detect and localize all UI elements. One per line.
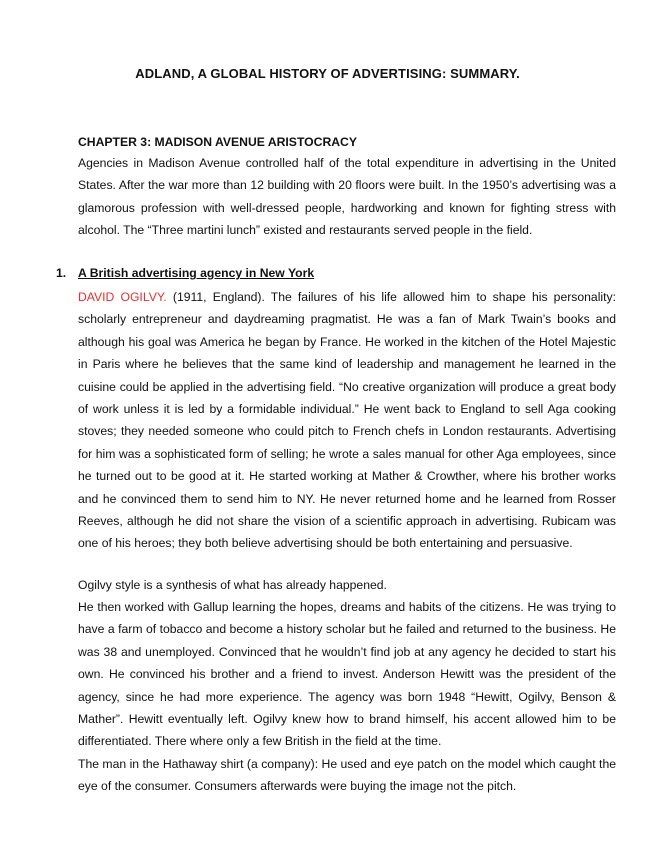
section-number: 1. (56, 266, 67, 280)
section-title: A British advertising agency in New York (78, 266, 315, 280)
chapter-heading: CHAPTER 3: MADISON AVENUE ARISTOCRACY (78, 135, 357, 149)
intro-paragraph: Agencies in Madison Avenue controlled half of the total expenditure in advertising in the United States. After the war more than 12 building with 20 floors were built. In the 1950’s advertising was a glamorous profession with well-dressed people, hardworking and known for fighting stress with alcohol. The “Three martini lunch” existed and restaurants served people in the field. (78, 156, 616, 238)
document-title: ADLAND, A GLOBAL HISTORY OF ADVERTISING: SUMMARY. (135, 66, 520, 81)
paragraph-agency-founding: He then worked with Gallup learning the hopes, dreams and habits of the citizens. He was trying to have a farm of tobacco and become a history scholar but he failed and returned to the business. He was 38 and unemployed. Convinced that he wouldn’t find job at any agency he decided to start his own. He convinced his brother and a friend to invest. Anderson Hewitt was the president of the agency, since he had more experience. The agency was born 1948 “Hewitt, Ogilvy, Benson & Mather”. Hewitt eventually left. Ogilvy knew how to brand himself, his accent allowed him to be differentiated. There where only a few British in the field at the time. (78, 600, 616, 749)
paragraph-ogilvy-bio-text: (1911, England). The failures of his life allowed him to shape his personality: scholarly entrepreneur and daydreaming pragmatist. He was a fan of Mark Twain’s books and although his goal was America he began by France. He worked in the kitchen of the Hotel Majestic in Paris where he believes that the same kind of leadership and management he learned in the cuisine could be applied in the advertising field. “No creative organization will produce a great body of work unless it is led by a formidable individual.” He went back to England to sell Aga cooking stoves; they needed someone who could pitch to French chefs in London restaurants. Advertising for him was a sophisticated form of selling; he wrote a sales manual for other Aga employees, since he turned out to be good at it. He started working at Mather & Crowther, where his brother works and he convinced them to send him to NY. He never returned home and he learned from Rosser Reeves, although he did not share the vision of a scientific approach in advertising. Rubicam was one of his heroes; they both believe advertising should be both entertaining and persuasive. (78, 290, 616, 551)
highlighted-name: DAVID OGILVY. (78, 290, 167, 304)
paragraph-hathaway-shirt: The man in the Hathaway shirt (a company): He used and eye patch on the model which caught the eye of the consumer. Consumers afterwards were buying the image not the pitch. (78, 757, 616, 794)
paragraph-ogilvy-bio (78, 286, 616, 555)
paragraph-ogilvy-style: Ogilvy style is a synthesis of what has already happened. (78, 578, 387, 592)
section-heading (56, 266, 616, 280)
